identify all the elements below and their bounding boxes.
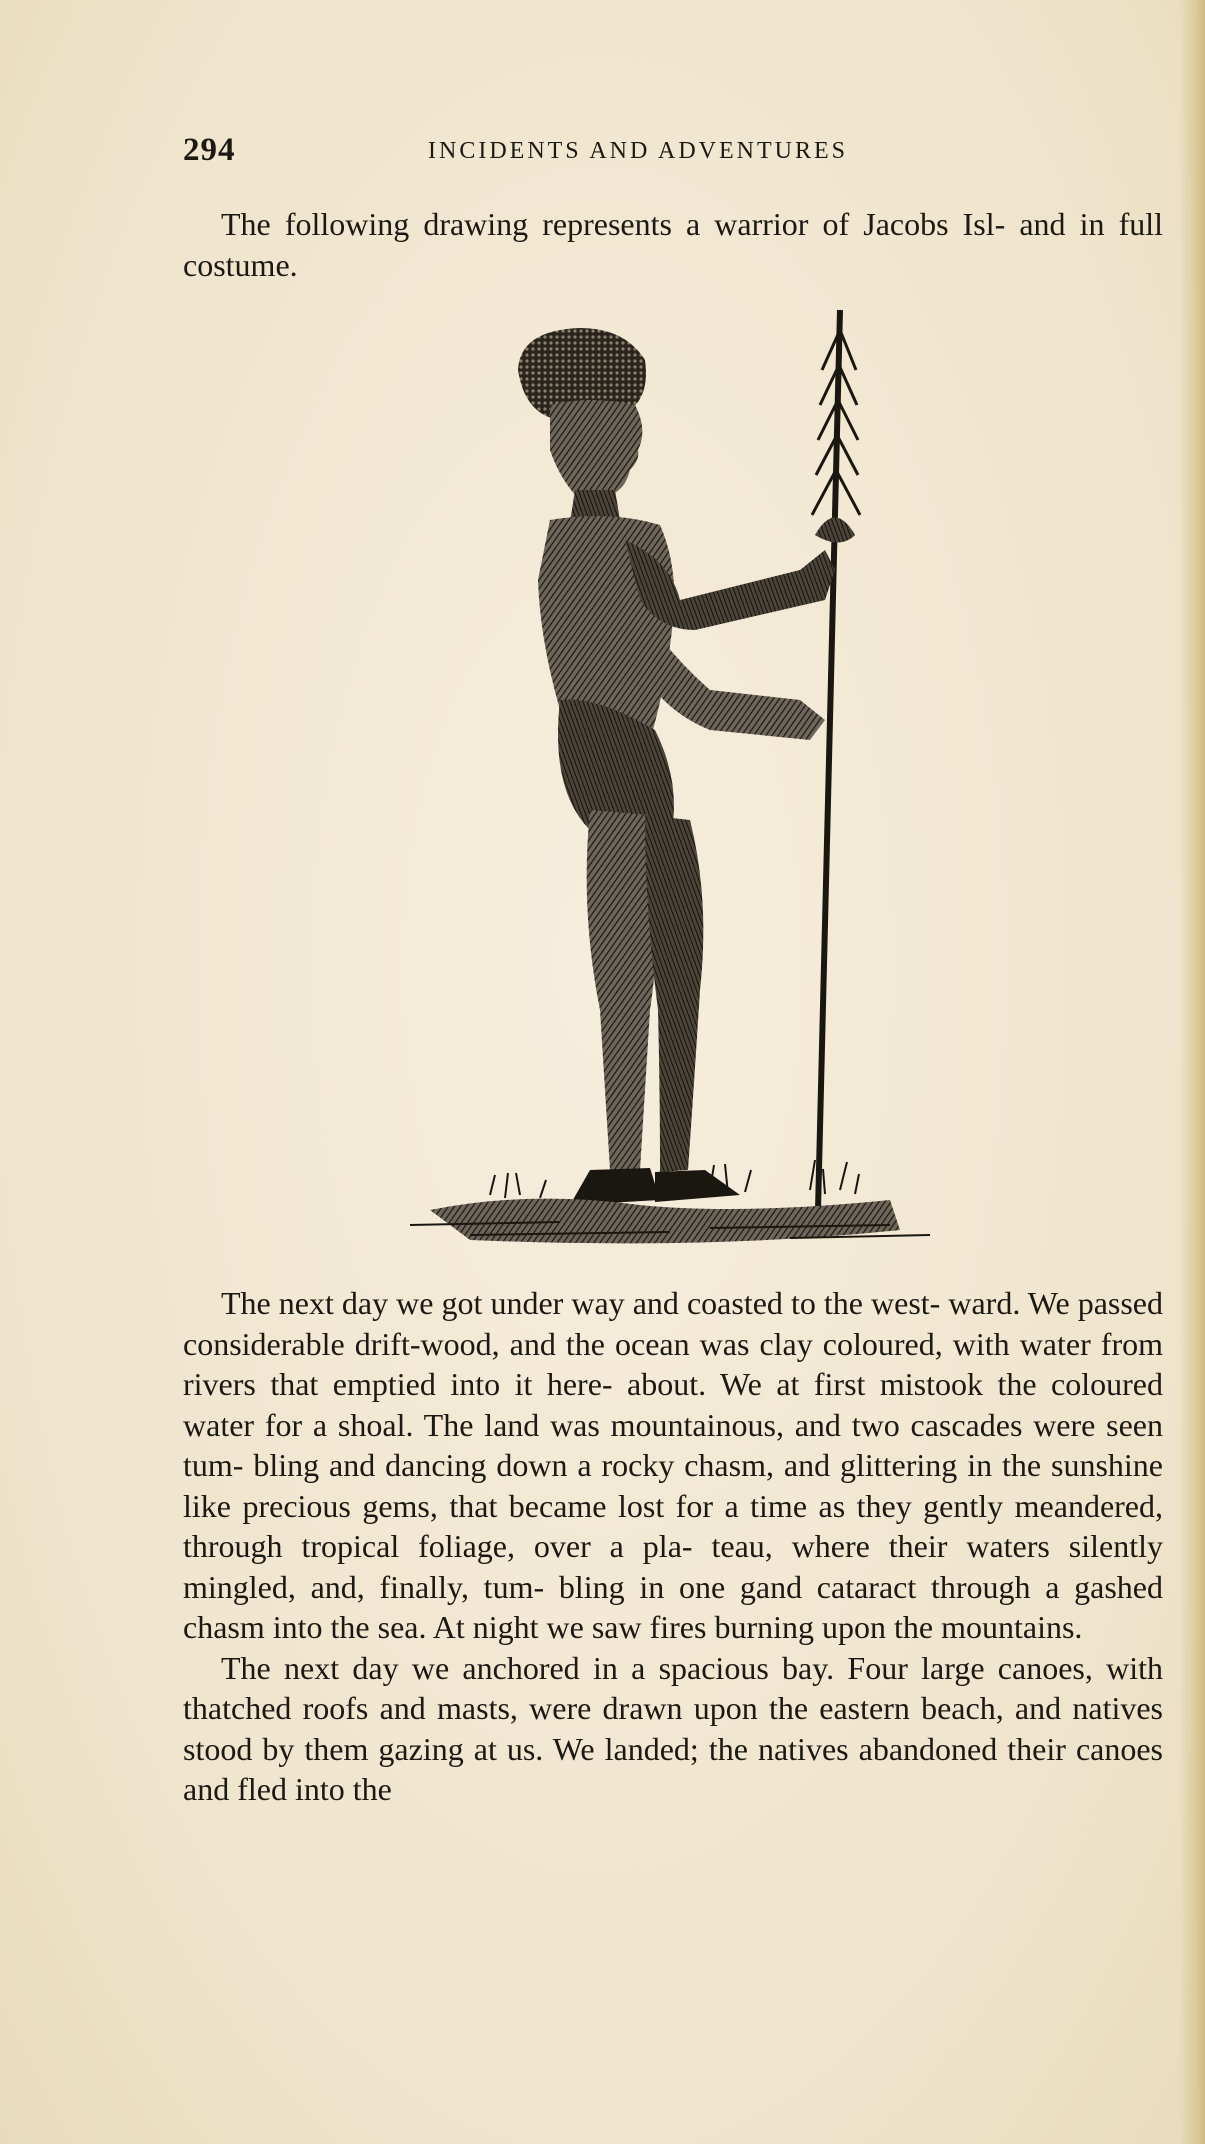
page-number: 294 bbox=[183, 132, 236, 168]
warrior-engraving-icon bbox=[410, 310, 950, 1270]
caption-text: The following drawing represents a warrior of Jacobs Isl- and in full costume. bbox=[183, 206, 1163, 283]
warrior-engraving bbox=[410, 310, 950, 1270]
paragraph: The next day we anchored in a spacious bay. Four large canoes, with thatched roofs and masts, were drawn upon the eastern beach, and natives stood by them gazing at us. We landed; the natives abandoned their canoes and fled into the bbox=[183, 1649, 1163, 1807]
figure-caption-paragraph bbox=[183, 204, 1163, 285]
page-header bbox=[183, 132, 923, 182]
body-text bbox=[183, 1283, 1163, 1810]
paragraph: The next day we got under way and coasted to the west- ward. We passed considerable drift-wood, and the ocean was clay coloured, with water from rivers that emptied into it here- about. We at first mistook the coloured water for a shoal. The land was mountainous, and two cascades were seen tum- bling and dancing down a rocky chasm, and glittering in the sunshine like precious gems, that became lost for a time as they gently meandered, through tropical foliage, over a pla- teau, where their waters silently mingled, and, finally, tum- bling in one gand cataract through a gashed chasm into the sea. At night we saw fires burning upon the mountains. bbox=[183, 1285, 1163, 1645]
page-edge-shadow bbox=[1179, 0, 1205, 2144]
running-head: INCIDENTS AND ADVENTURES bbox=[428, 138, 848, 164]
